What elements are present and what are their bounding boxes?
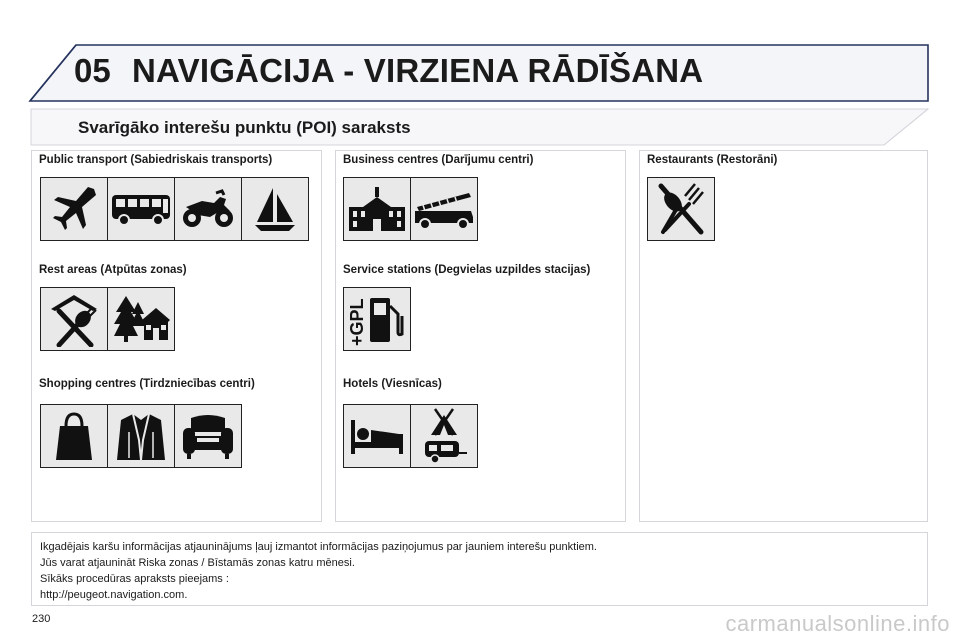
school-building-icon [343,177,411,241]
info-line-2: Jūs varat atjaunināt Riska zonas / Bīstamās zonas katru mēnesi. [40,557,355,569]
bed-icon [343,404,411,468]
category-label-service-stations: Service stations (Degvielas uzpildes stacijas) [343,264,591,276]
camping-caravan-icon [410,404,478,468]
info-box [31,532,928,606]
watermark: carmanualsonline.info [725,611,950,636]
chapter-title: NAVIGĀCIJA - VIRZIENA RĀDĪŠANA [132,52,704,89]
info-line-1: Ikgadējais karšu informācijas atjauninājums ļauj izmantot informācijas paziņojumus par jauniem interešu punktiem. [40,541,597,553]
airplane-icon [40,177,108,241]
restaurants-icons [647,177,714,241]
category-label-rest-areas: Rest areas (Atpūtas zonas) [39,264,187,276]
service-stations-icons [343,287,410,351]
armchair-icon [174,404,242,468]
shopping-icons [40,404,241,468]
picnic-shelter-icon [40,287,108,351]
forest-house-icon [107,287,175,351]
public-transport-icons [40,177,308,241]
category-label-hotels: Hotels (Viesnīcas) [343,378,442,390]
info-line-3: Sīkāks procedūras apraksts pieejams : [40,573,229,585]
bus-icon [107,177,175,241]
page-number: 230 [32,613,51,625]
section-title: Svarīgāko interešu punktu (POI) saraksts [78,118,411,137]
category-label-shopping: Shopping centres (Tirdzniecības centri) [39,378,255,390]
rest-areas-icons [40,287,174,351]
category-label-public-transport: Public transport (Sabiedriskais transports) [39,154,273,166]
chapter-number: 05 [74,52,111,89]
fire-truck-icon [410,177,478,241]
jacket-icon [107,404,175,468]
info-line-4-url[interactable]: http://peugeot.navigation.com. [40,589,188,601]
sailboat-icon [241,177,309,241]
motorcycle-icon [174,177,242,241]
gpl-label: +GPL [347,298,367,346]
fork-knife-icon [647,177,715,241]
shopping-bag-icon [40,404,108,468]
hotels-icons [343,404,477,468]
category-label-restaurants: Restaurants (Restorāni) [647,154,778,166]
business-icons [343,177,477,241]
gpl-fuel-pump-icon [343,287,411,351]
category-label-business: Business centres (Darījumu centri) [343,154,534,166]
